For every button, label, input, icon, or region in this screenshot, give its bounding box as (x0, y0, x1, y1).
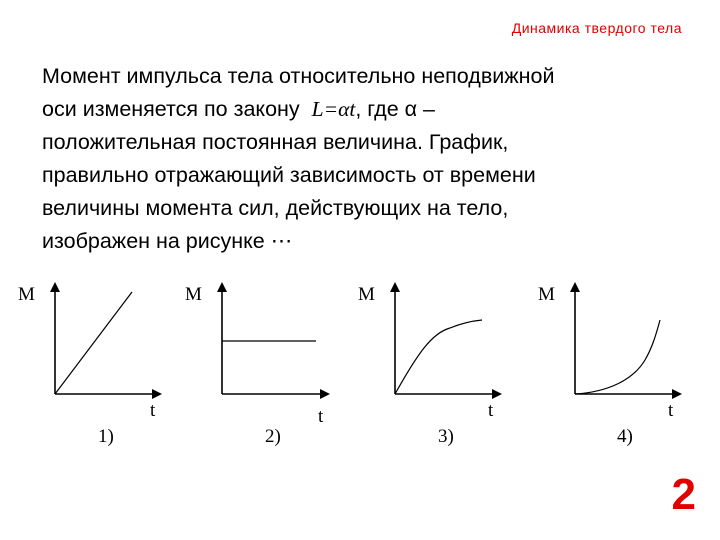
problem-line-2-end: , где α – (355, 97, 436, 121)
graph-4-y-label: M (538, 284, 555, 305)
problem-line-3: положительная постоянная величина. График, (42, 130, 509, 154)
problem-line-6: изображен на рисунке ⋯ (42, 229, 293, 253)
graph-2-x-label: t (318, 406, 324, 427)
problem-line-1: Момент импульса тела относительно неподвижной (42, 64, 555, 88)
graph-1 (18, 284, 160, 447)
graph-3-x-label: t (488, 400, 494, 421)
slide-header: Динамика твердого тела (511, 20, 682, 36)
answer-number: 2 (671, 470, 696, 519)
graph-1-caption: 1) (98, 426, 114, 447)
graph-3 (358, 284, 500, 447)
graph-4-curve (575, 320, 660, 394)
graph-1-y-label: M (18, 284, 35, 305)
graph-4-x-label: t (668, 400, 674, 421)
answer-graphs (0, 268, 720, 448)
graph-2 (185, 284, 328, 447)
formula: L=αt (311, 97, 356, 121)
graph-1-curve (55, 292, 132, 394)
problem-line-4: правильно отражающий зависимость от времени (42, 163, 536, 187)
graph-3-y-label: M (358, 284, 375, 305)
graph-1-x-label: t (150, 400, 156, 421)
problem-line-2 (42, 93, 662, 126)
graph-4 (538, 284, 680, 447)
graph-3-caption: 3) (438, 426, 454, 447)
graph-2-y-label: M (185, 284, 202, 305)
problem-line-2-start: оси изменяется по закону (42, 97, 300, 121)
graph-3-curve (395, 320, 482, 394)
problem-line-5: величины момента сил, действующих на тело, (42, 196, 509, 220)
problem-text (42, 60, 662, 258)
graph-4-caption: 4) (617, 426, 633, 447)
graph-2-caption: 2) (265, 426, 281, 447)
